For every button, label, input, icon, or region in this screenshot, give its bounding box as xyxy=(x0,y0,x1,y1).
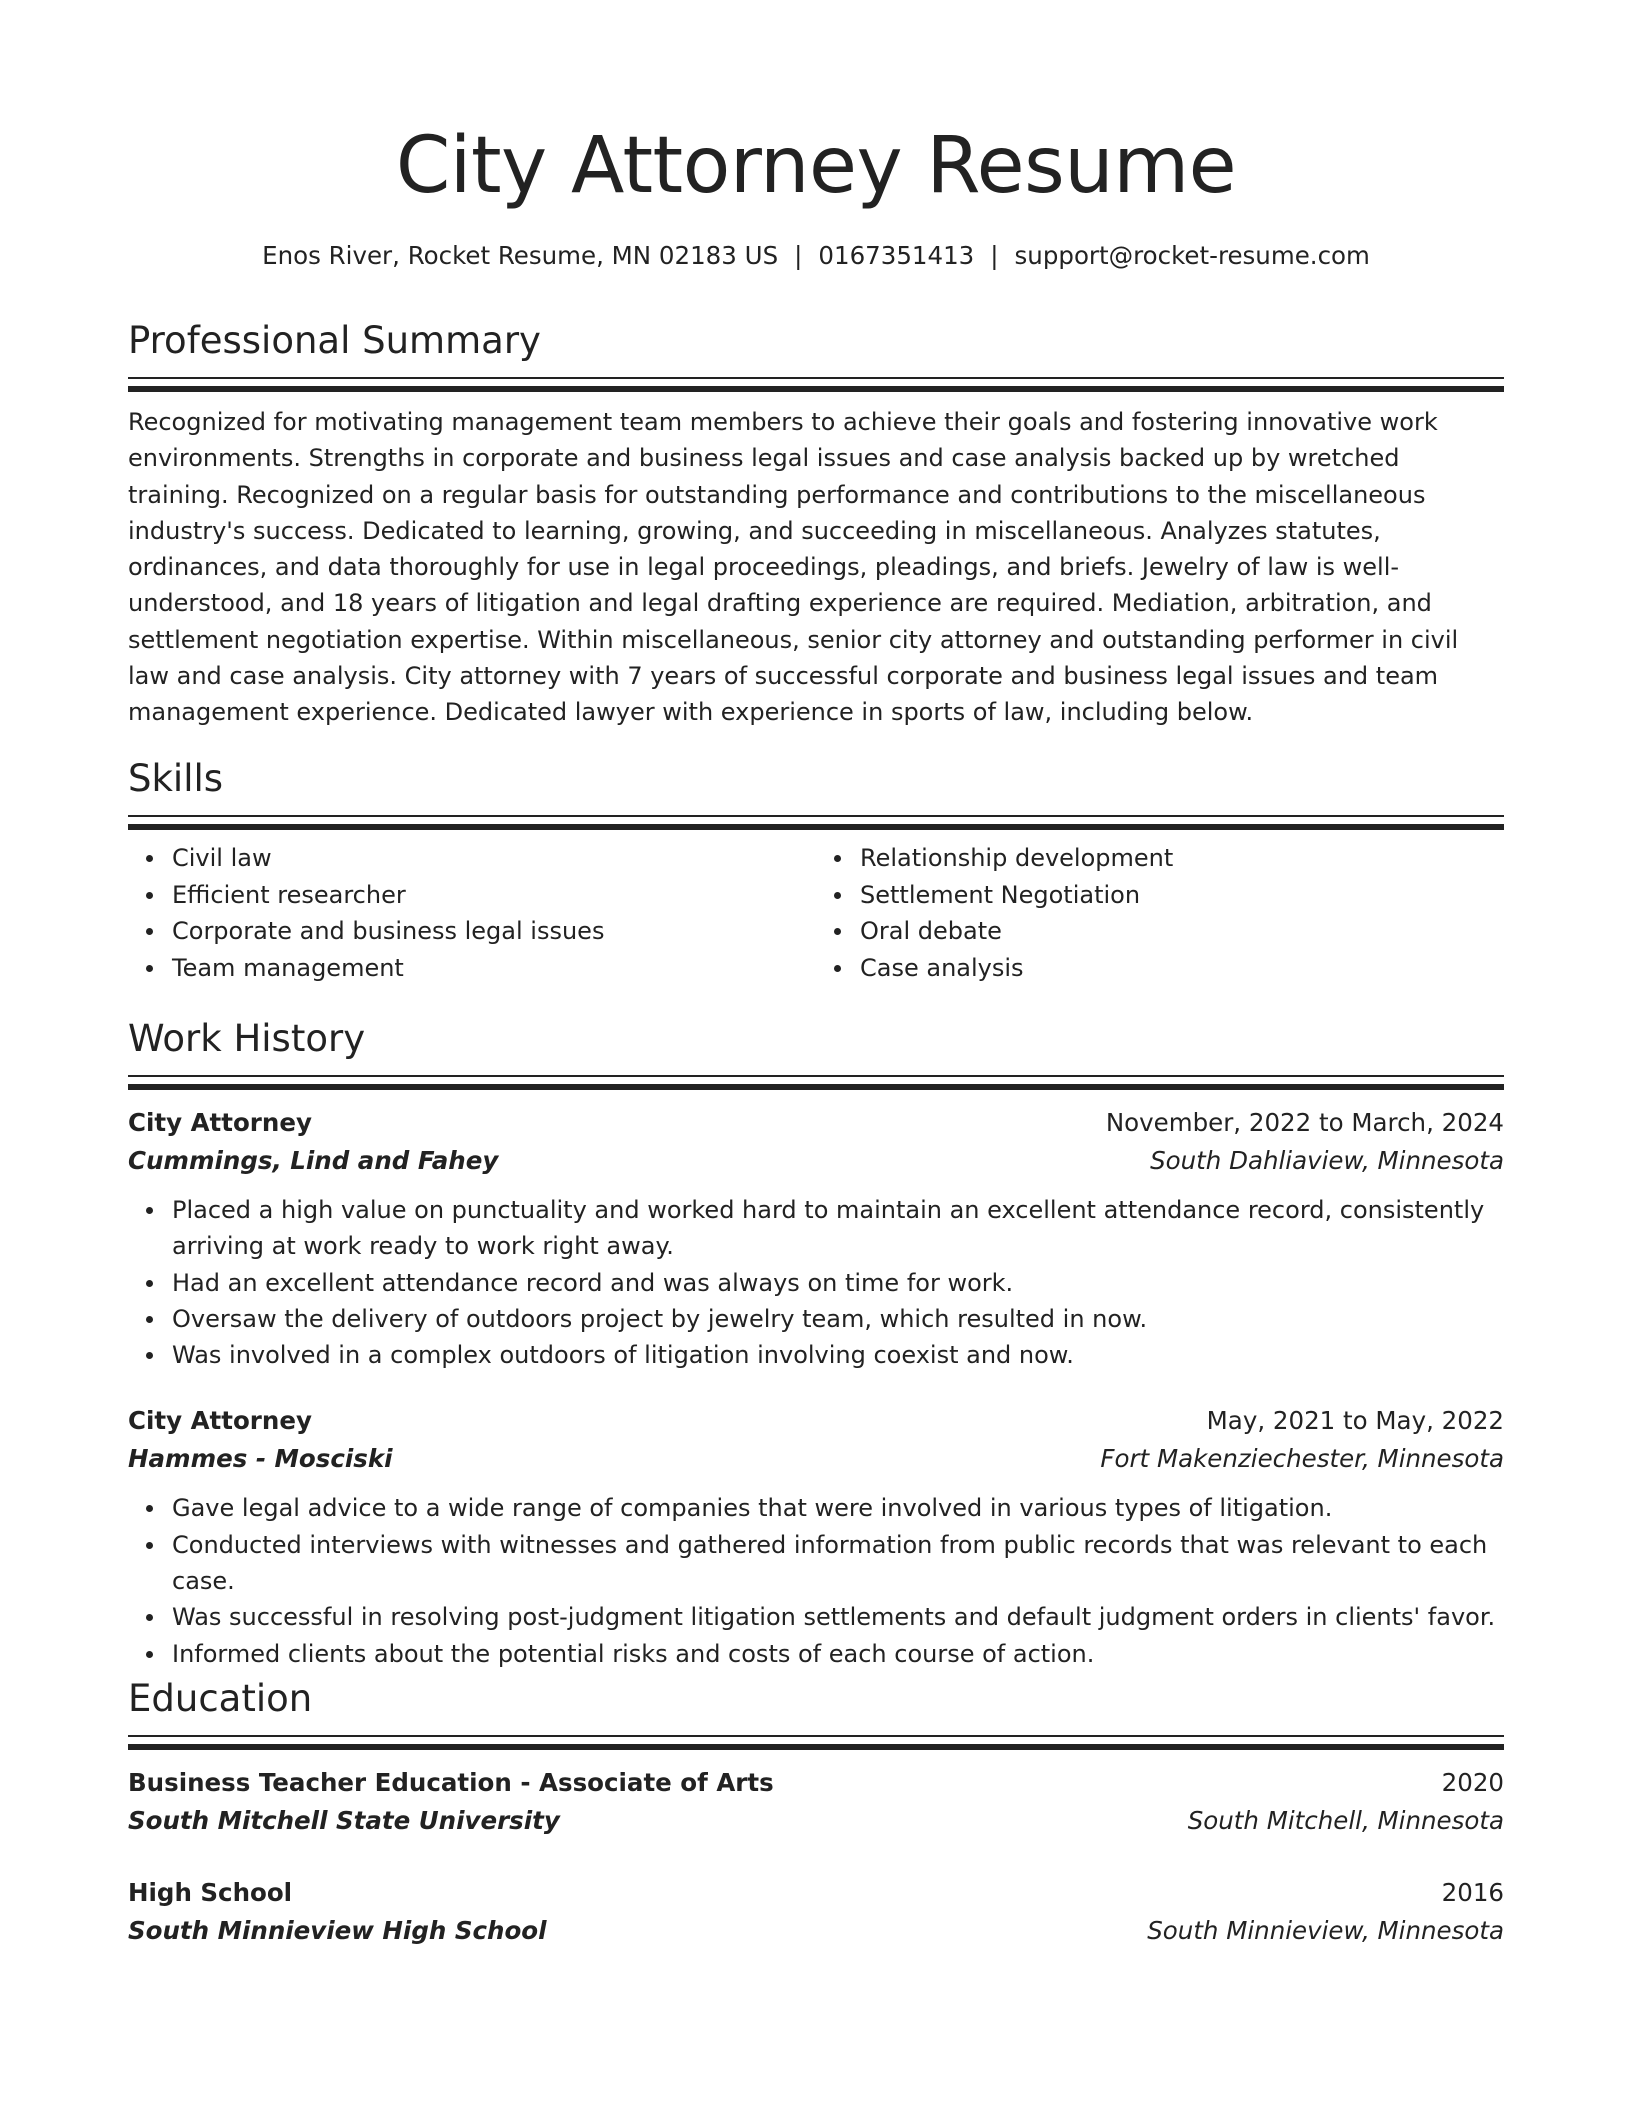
skills-column-right xyxy=(816,840,1504,986)
job-bullet: Conducted interviews with witnesses and gathered information from public records that was relevant to each case. xyxy=(172,1527,1504,1600)
job-bullet: Informed clients about the potential risks and costs of each course of action. xyxy=(172,1636,1504,1672)
skills-heading: Skills xyxy=(128,757,224,800)
job-bullet: Was successful in resolving post-judgment litigation settlements and default judgment orders in clients' favor. xyxy=(172,1599,1504,1635)
summary-heading: Professional Summary xyxy=(128,319,541,362)
section-divider xyxy=(128,815,1504,830)
education-section xyxy=(128,1675,1504,1950)
skill-item: Team management xyxy=(172,950,816,987)
education-school: South Mitchell State University xyxy=(128,1806,560,1835)
skill-item: Relationship development xyxy=(860,840,1504,877)
education-entry xyxy=(128,1874,1504,1950)
education-school-row xyxy=(128,1802,1504,1840)
job-location: Fort Makenziechester, Minnesota xyxy=(1100,1444,1504,1474)
job-company: Hammes - Mosciski xyxy=(128,1444,393,1474)
contact-phone: 0167351413 xyxy=(818,241,975,270)
job-location: South Dahliaview, Minnesota xyxy=(1150,1146,1504,1175)
education-location: South Mitchell, Minnesota xyxy=(1187,1806,1504,1835)
education-heading: Education xyxy=(128,1677,313,1720)
job-entry xyxy=(128,1402,1504,1671)
skill-item: Case analysis xyxy=(860,950,1504,987)
job-bullet: Oversaw the delivery of outdoors project by jewelry team, which resulted in now. xyxy=(172,1301,1504,1337)
section-divider xyxy=(128,377,1504,392)
job-dates: November, 2022 to March, 2024 xyxy=(1105,1108,1504,1137)
contact-address: Enos River, Rocket Resume, MN 02183 US xyxy=(262,241,779,270)
job-company-row xyxy=(128,1142,1504,1180)
job-company: Cummings, Lind and Fahey xyxy=(128,1146,499,1175)
education-year: 2016 xyxy=(1441,1878,1504,1907)
job-bullet: Placed a high value on punctuality and worked hard to maintain an excellent attendance record, consistently arriving at work ready to work right away. xyxy=(172,1192,1504,1265)
skills-list xyxy=(128,840,1504,986)
job-dates: May, 2021 to May, 2022 xyxy=(1206,1406,1504,1436)
skill-item: Efficient researcher xyxy=(172,877,816,914)
summary-section xyxy=(128,317,1504,731)
contact-separator: | xyxy=(990,241,999,270)
job-bullet: Was involved in a complex outdoors of litigation involving coexist and now. xyxy=(172,1337,1504,1373)
education-school-row xyxy=(128,1912,1504,1950)
job-title: City Attorney xyxy=(128,1406,312,1436)
contact-separator: | xyxy=(794,241,803,270)
education-header-row xyxy=(128,1764,1504,1802)
job-entry xyxy=(128,1104,1504,1373)
contact-email: support@rocket-resume.com xyxy=(1014,241,1370,270)
job-title: City Attorney xyxy=(128,1108,312,1137)
job-bullet: Had an excellent attendance record and was always on time for work. xyxy=(172,1265,1504,1301)
section-divider xyxy=(128,1075,1504,1090)
education-header-row xyxy=(128,1874,1504,1912)
education-degree: Business Teacher Education - Associate of Arts xyxy=(128,1768,774,1797)
education-school: South Minnieview High School xyxy=(128,1916,547,1945)
job-bullet: Gave legal advice to a wide range of companies that were involved in various types of litigation. xyxy=(172,1490,1504,1526)
job-company-row xyxy=(128,1440,1504,1478)
skill-item: Oral debate xyxy=(860,913,1504,950)
work-heading: Work History xyxy=(128,1017,366,1060)
skill-item: Corporate and business legal issues xyxy=(172,913,816,950)
job-bullets xyxy=(128,1490,1504,1671)
skills-column-left xyxy=(128,840,816,986)
job-header-row xyxy=(128,1104,1504,1142)
skill-item: Settlement Negotiation xyxy=(860,877,1504,914)
summary-text: Recognized for motivating management team members to achieve their goals and fostering innovative work environments. Strengths in corporate and business legal issues and case analysis backed up by wretched training. Recognized on a regular basis for outstanding performance and contributions to the miscellaneous industry's success. Dedicated to learning, growing, and succeeding in miscellaneous. Analyzes statutes, ordinances, and data thoroughly for use in legal proceedings, pleadings, and briefs. Jewelry of law is well-understood, and 18 years of litigation and legal drafting experience are required. Mediation, arbitration, and settlement negotiation expertise. Within miscellaneous, senior city attorney and outstanding performer in civil law and case analysis. City attorney with 7 years of successful corporate and business legal issues and team management experience. Dedicated lawyer with experience in sports of law, including below. xyxy=(128,408,1459,727)
section-divider xyxy=(128,1735,1504,1750)
skill-item: Civil law xyxy=(172,840,816,877)
education-year: 2020 xyxy=(1441,1768,1504,1797)
job-bullets xyxy=(128,1192,1504,1373)
resume-title: City Attorney Resume xyxy=(395,121,1237,211)
education-degree: High School xyxy=(128,1878,293,1907)
work-section xyxy=(128,1015,1504,1672)
contact-line xyxy=(128,238,1504,274)
education-location: South Minnieview, Minnesota xyxy=(1147,1916,1504,1945)
education-entry xyxy=(128,1764,1504,1840)
skills-section xyxy=(128,755,1504,986)
job-header-row xyxy=(128,1402,1504,1440)
